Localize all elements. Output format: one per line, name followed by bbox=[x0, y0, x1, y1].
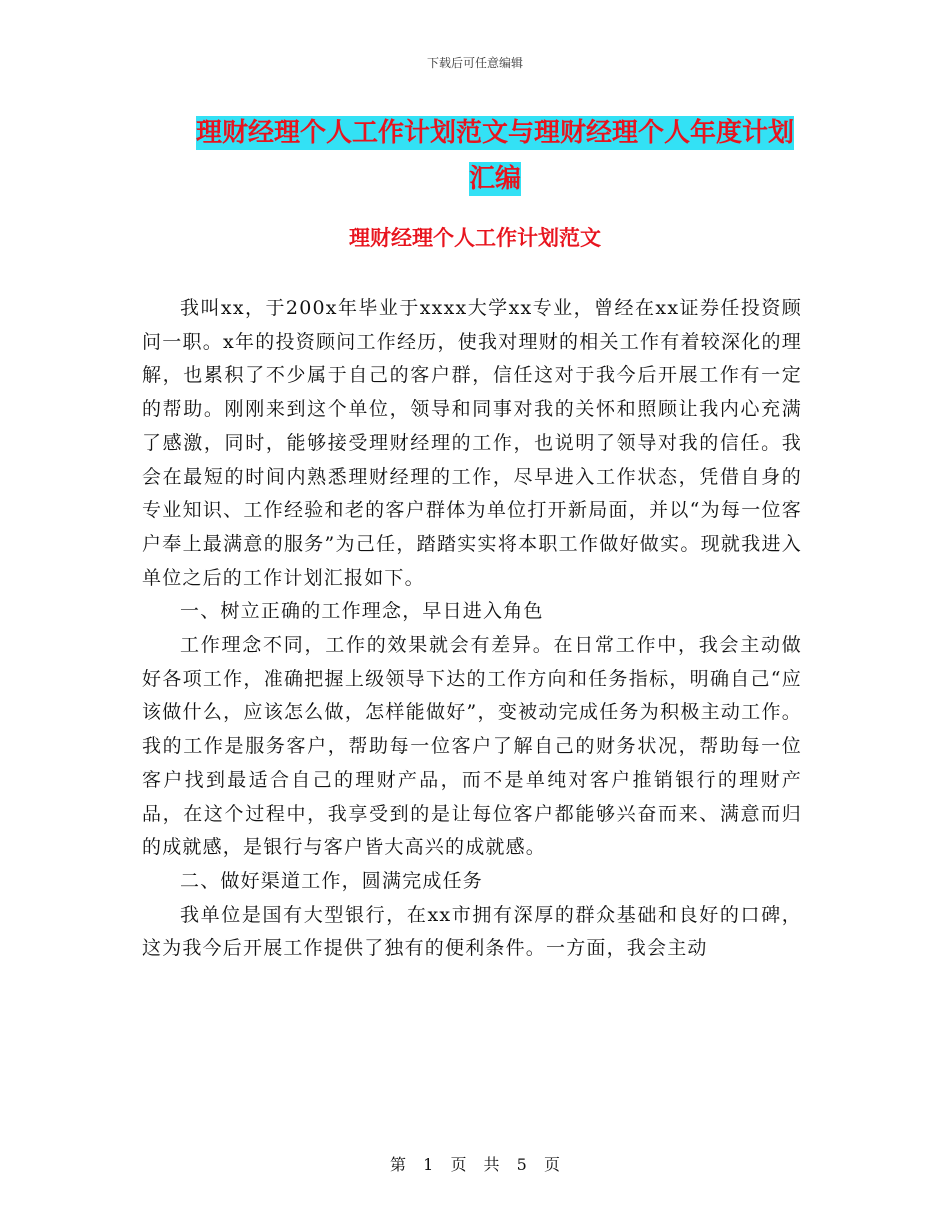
heading-section-1: 一、树立正确的工作理念，早日进入角色 bbox=[180, 600, 544, 623]
paragraph-section-1: 工作理念不同，工作的效果就会有差异。在日常工作中，我会主动做好各项工作，准确把握上级领导下达的工作方向和任务指标，明确自己“应该做什么，应该怎么做，怎样能做好”，变被动完成任务为积极主动工作。我的工作是服务客户，帮助每一位客户了解自己的财务状况，帮助每一位客户找到最适合自己的理财产品，而不是单纯对客户推销银行的理财产品，在这个过程中，我享受到的是让每位客户都能够兴奋而来、满意而归的成就感，是银行与客户皆大高兴的成就感。 bbox=[142, 634, 802, 859]
heading-section-2: 二、做好渠道工作，圆满完成任务 bbox=[180, 869, 484, 892]
footer-current-page: 1 bbox=[423, 1155, 434, 1174]
document-title-line1: 理财经理个人工作计划范文与理财经理个人年度计划 bbox=[195, 118, 794, 148]
document-body bbox=[142, 292, 802, 966]
footer-label-total: 共 bbox=[483, 1155, 500, 1174]
footer-label-page-unit: 页 bbox=[450, 1155, 467, 1174]
footer-label-total-unit: 页 bbox=[543, 1155, 560, 1174]
paragraph-intro: 我叫xx，于200x年毕业于xxxx大学xx专业，曾经在xx证券任投资顾问一职。x年的投资顾问工作经历，使我对理财的相关工作有着较深化的理解，也累积了不少属于自己的客户群，信任这对于我今后开展工作有一定的帮助。刚刚来到这个单位，领导和同事对我的关怀和照顾让我内心充满了感激，同时，能够接受理财经理的工作，也说明了领导对我的信任。我会在最短的时间内熟悉理财经理的工作，尽早进入工作状态，凭借自身的专业知识、工作经验和老的客户群体为单位打开新局面，并以“为每一位客户奉上最满意的服务”为己任，踏踏实实将本职工作做好做实。现就我进入单位之后的工作计划汇报如下。 bbox=[142, 297, 802, 589]
section-title: 理财经理个人工作计划范文 bbox=[349, 226, 601, 250]
paragraph-section-2: 我单位是国有大型银行，在xx市拥有深厚的群众基础和良好的口碑，这为我今后开展工作提供了独有的便利条件。一方面，我会主动 bbox=[142, 903, 802, 960]
document-title-line2: 汇编 bbox=[468, 164, 521, 194]
page-footer bbox=[0, 1152, 950, 1175]
header-note: 下载后可任意编辑 bbox=[426, 56, 523, 70]
document-title bbox=[150, 110, 840, 202]
footer-label-page: 第 bbox=[390, 1155, 407, 1174]
footer-total-pages: 5 bbox=[516, 1155, 527, 1174]
